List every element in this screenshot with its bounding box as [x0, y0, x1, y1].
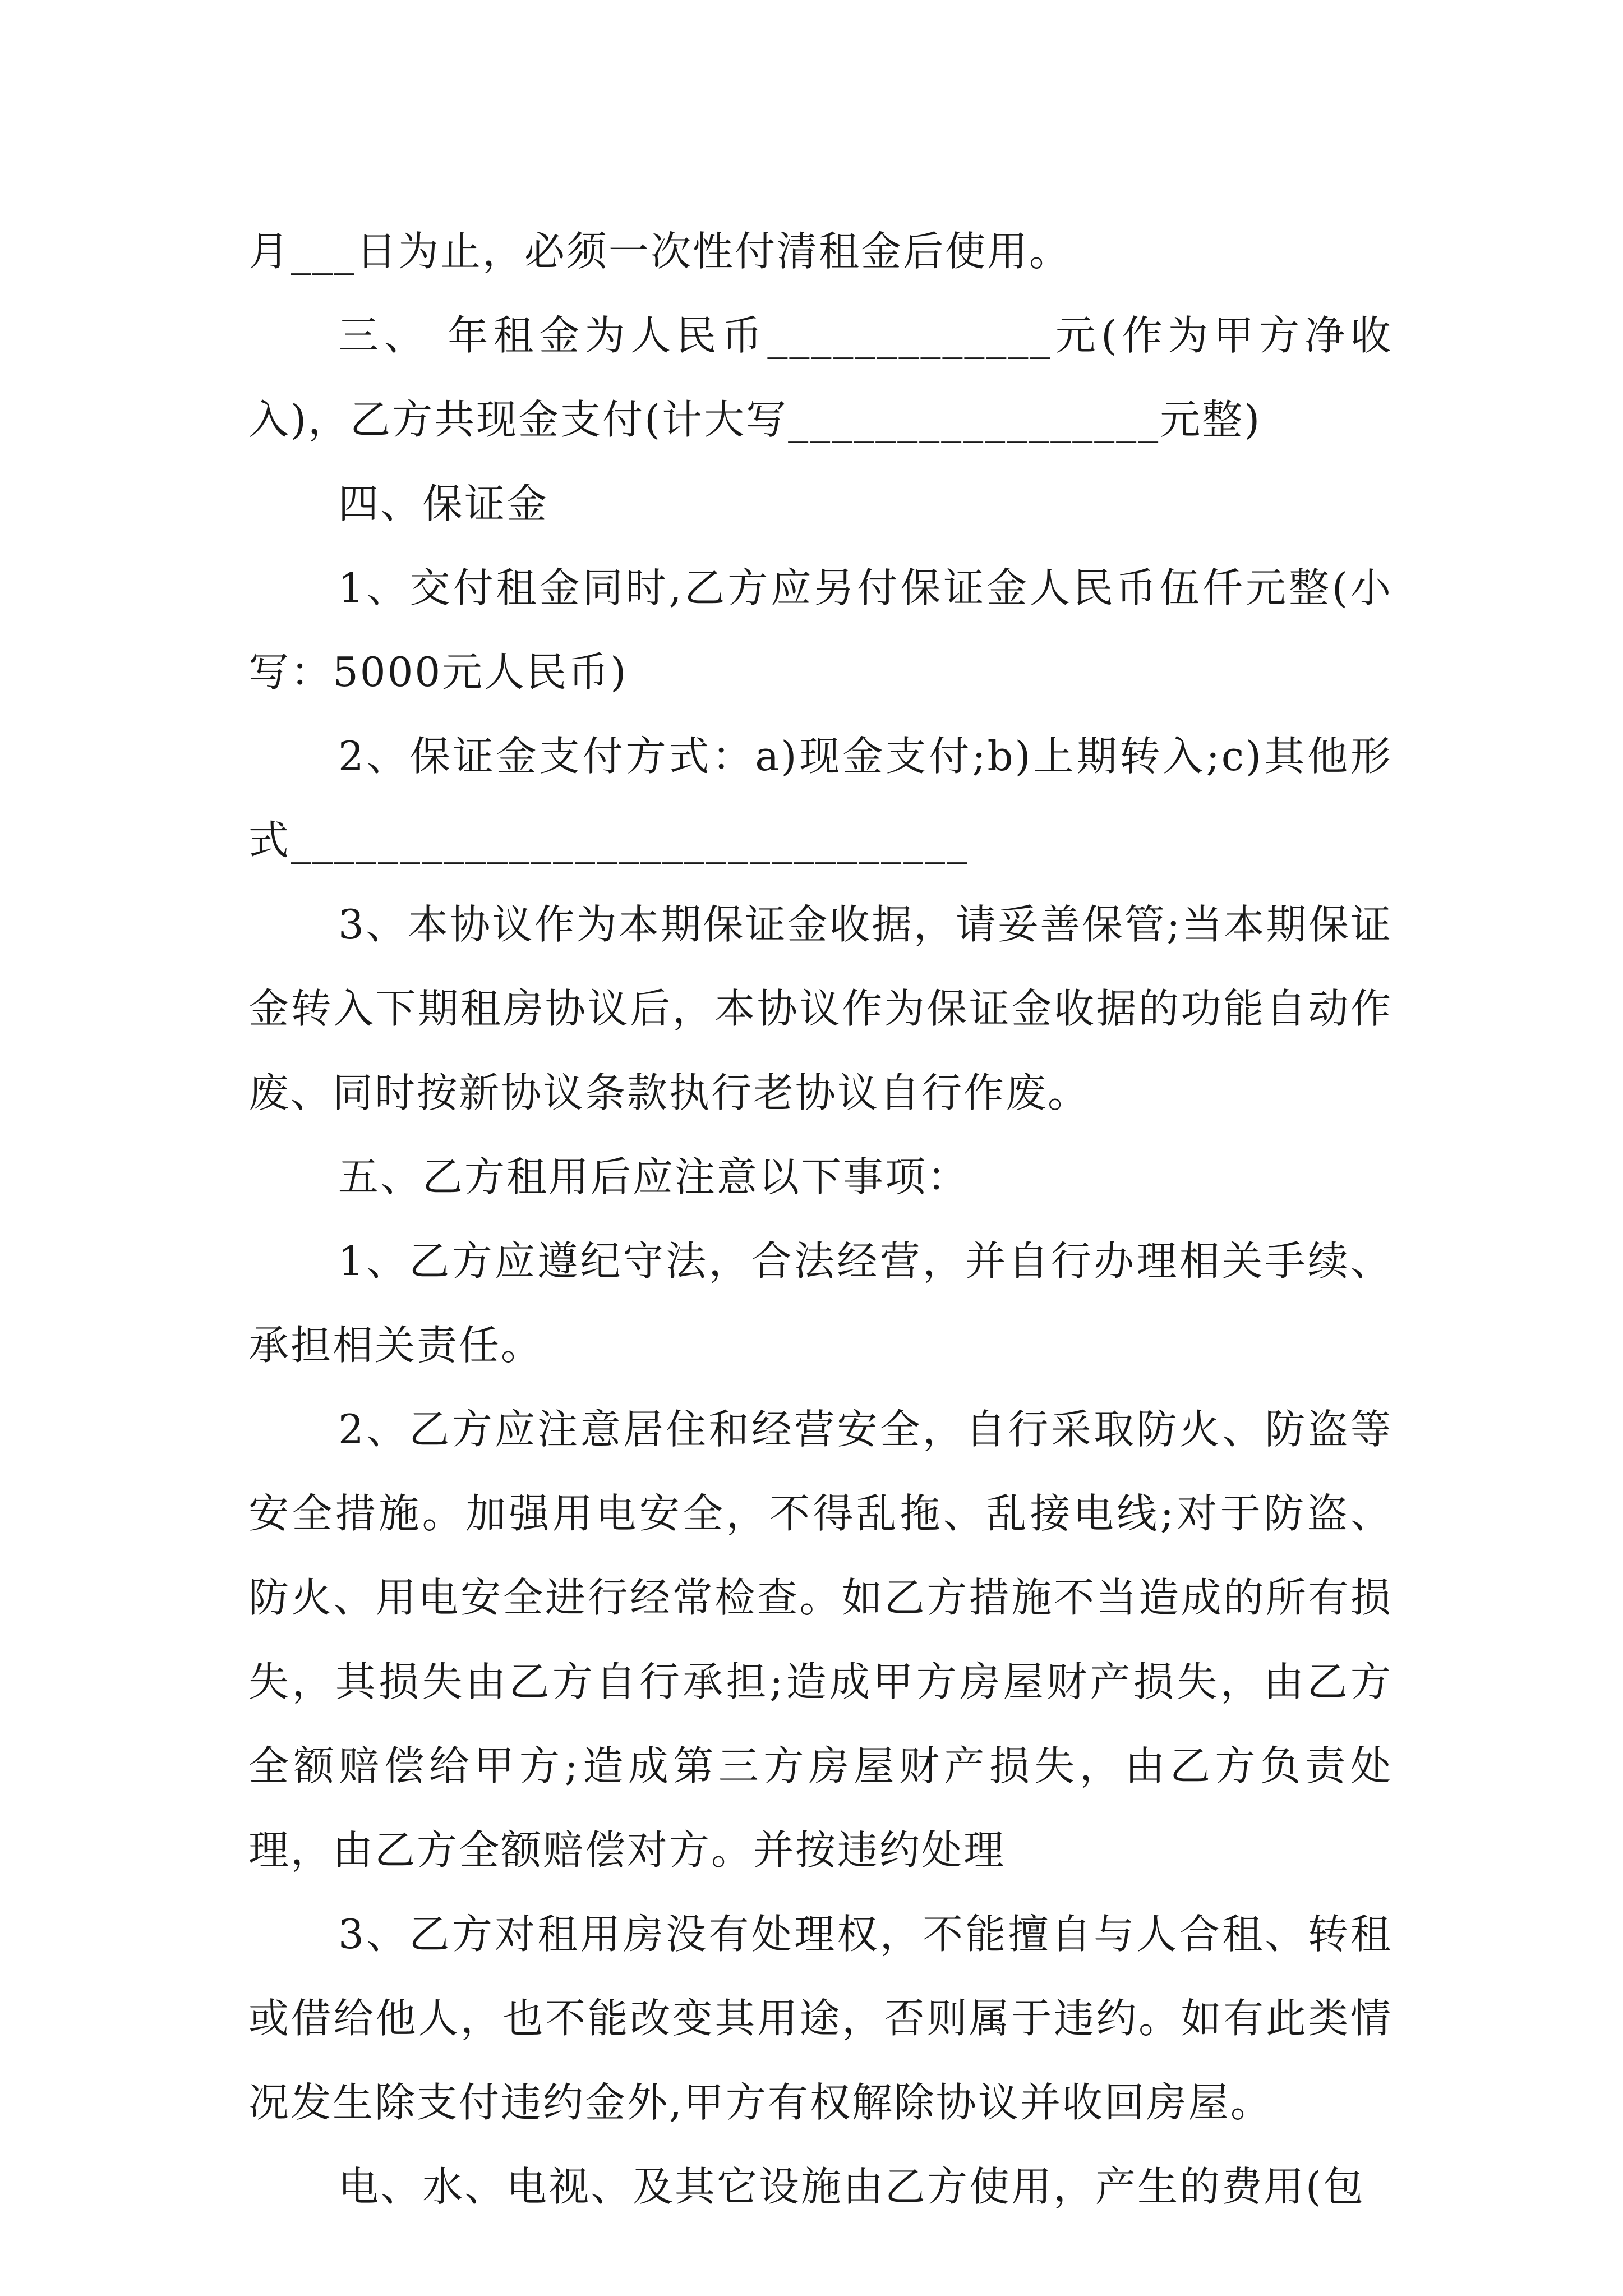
document-body	[248, 209, 1393, 2229]
heading-clause-5-notes: 五、乙方租用后应注意以下事项：	[338, 1153, 970, 1200]
heading-clause-4-deposit: 四、保证金	[338, 480, 549, 527]
paragraph-notes-3: 3、乙方对租用房没有处理权，不能擅自与人合租、转租或借给他人，也不能改变其用途，否则属于违约。如有此类情况发生除支付违约金外,甲方有权解除协议并收回房屋。	[248, 1911, 1393, 2126]
paragraph-utilities: 电、水、电视、及其它设施由乙方使用，产生的费用(包	[338, 2163, 1366, 2210]
paragraph-deposit-3: 3、本协议作为本期保证金收据，请妥善保管;当本期保证金转入下期租房协议后，本协议作为保证金收据的功能自动作废、同时按新协议条款执行老协议自行作废。	[248, 901, 1393, 1116]
paragraph-deposit-2: 2、保证金支付方式：a)现金支付;b)上期转入;c)其他形式_______________________________	[248, 733, 1393, 864]
paragraph-clause-3-rent: 三、 年租金为人民币_____________元(作为甲方净收入)，乙方共现金支付(计大写_________________元整)	[248, 312, 1393, 443]
paragraph-continuation: 月___日为止，必须一次性付清租金后使用。	[248, 228, 1072, 275]
paragraph-deposit-1: 1、交付租金同时,乙方应另付保证金人民币伍仟元整(小写：5000元人民币)	[248, 564, 1393, 696]
paragraph-notes-1: 1、乙方应遵纪守法，合法经营，并自行办理相关手续、承担相关责任。	[248, 1237, 1393, 1369]
paragraph-notes-2: 2、乙方应注意居住和经营安全，自行采取防火、防盗等安全措施。加强用电安全，不得乱拖、乱接电线;对于防盗、防火、用电安全进行经常检查。如乙方措施不当造成的所有损失，其损失由乙方自行承担;造成甲方房屋财产损失，由乙方全额赔偿给甲方;造成第三方房屋财产损失，由乙方负责处理，由乙方全额赔偿对方。并按违约处理	[248, 1406, 1393, 1874]
